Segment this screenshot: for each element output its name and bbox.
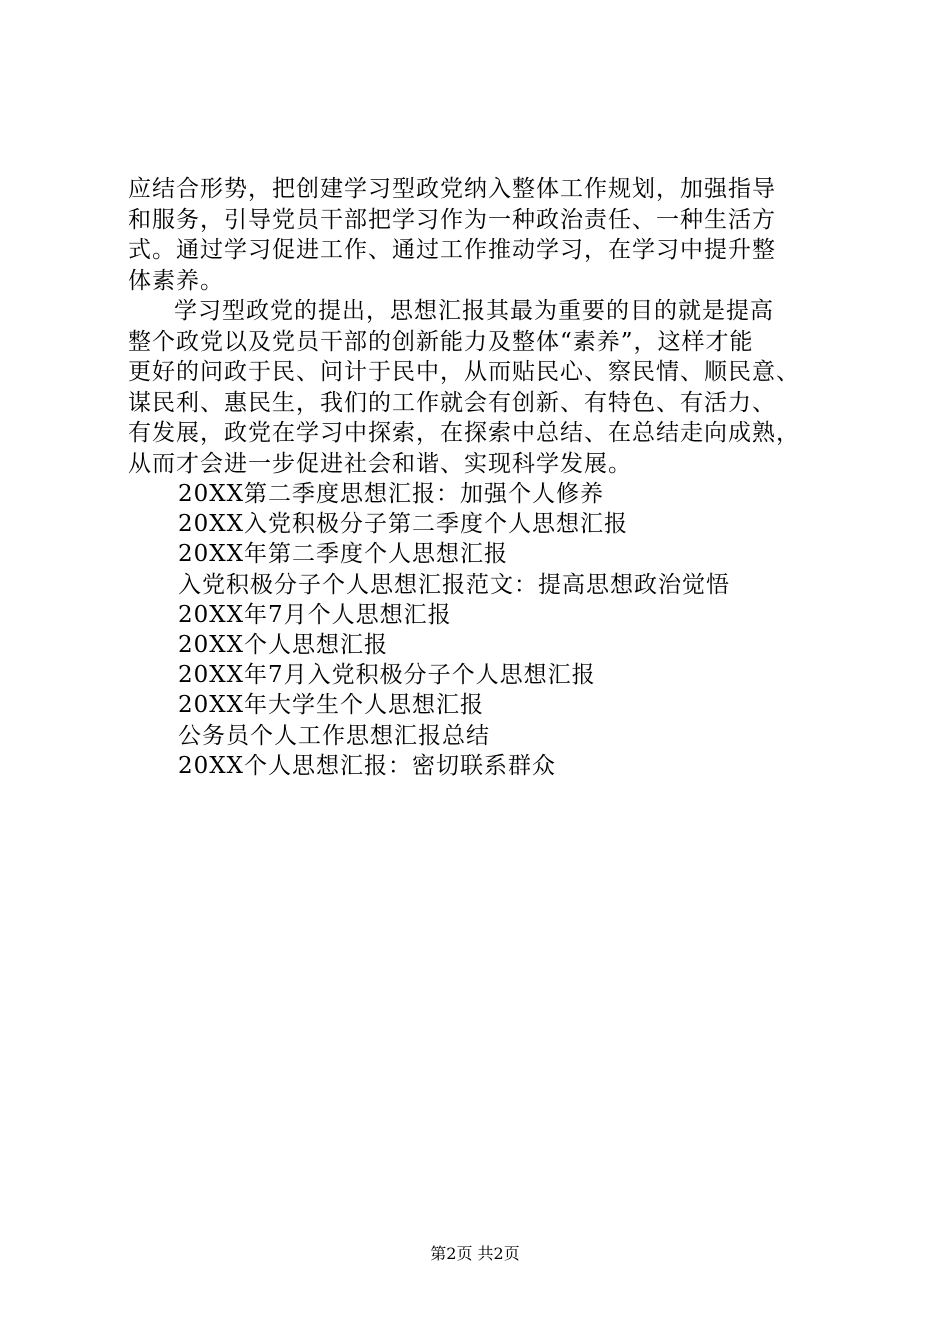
related-article-link[interactable]: 20XX年大学生个人思想汇报 bbox=[178, 692, 485, 719]
list-item bbox=[178, 479, 828, 509]
paragraph-1: 应结合形势，把创建学习型政党纳入整体工作规划，加强指导 和服务，引导党员干部把学习作为一种政治责任、一种生活方 式。通过学习促进工作、通过工作推动学习，在学习中提升整 体素养。 bbox=[128, 176, 776, 294]
related-article-link[interactable]: 入党积极分子个人思想汇报范文：提高思想政治觉悟 bbox=[178, 571, 730, 598]
list-item bbox=[178, 690, 828, 720]
related-article-link[interactable]: 20XX第二季度思想汇报：加强个人修养 bbox=[178, 481, 605, 507]
list-item bbox=[178, 600, 828, 630]
related-article-link[interactable]: 20XX个人思想汇报：密切联系群众 bbox=[178, 752, 557, 779]
list-item bbox=[178, 630, 828, 660]
document-body bbox=[128, 174, 828, 781]
list-item bbox=[178, 509, 828, 539]
paragraph-2: 学习型政党的提出，思想汇报其最为重要的目的就是提高 整个政党以及党员干部的创新能力及整体“素养”，这样才能 更好的问政于民、问计于民中，从而贴民心、察民情、顺民意、 谋民利、惠民生，我们的工作就会有创新、有特色、有活力、 有发展，政党在学习中探索，在探索中总结、在总结走向成熟， 从而才会进一步促进社会和谐、实现科学发展。 bbox=[128, 298, 800, 477]
list-item bbox=[178, 570, 828, 600]
page-number-footer: 第2页 共2页 bbox=[430, 1244, 520, 1263]
related-article-link[interactable]: 20XX入党积极分子第二季度个人思想汇报 bbox=[178, 511, 629, 538]
related-article-link[interactable]: 20XX年7月入党积极分子个人思想汇报 bbox=[178, 662, 596, 689]
related-article-link[interactable]: 20XX年第二季度个人思想汇报 bbox=[178, 541, 509, 568]
related-article-link[interactable]: 20XX年7月个人思想汇报 bbox=[178, 601, 452, 628]
list-item bbox=[178, 660, 828, 690]
related-article-link[interactable]: 20XX个人思想汇报 bbox=[178, 632, 389, 659]
list-item bbox=[178, 751, 828, 781]
related-article-link[interactable]: 公务员个人工作思想汇报总结 bbox=[178, 722, 490, 749]
list-item bbox=[178, 539, 828, 569]
related-articles-list bbox=[128, 479, 828, 781]
list-item bbox=[178, 721, 828, 751]
